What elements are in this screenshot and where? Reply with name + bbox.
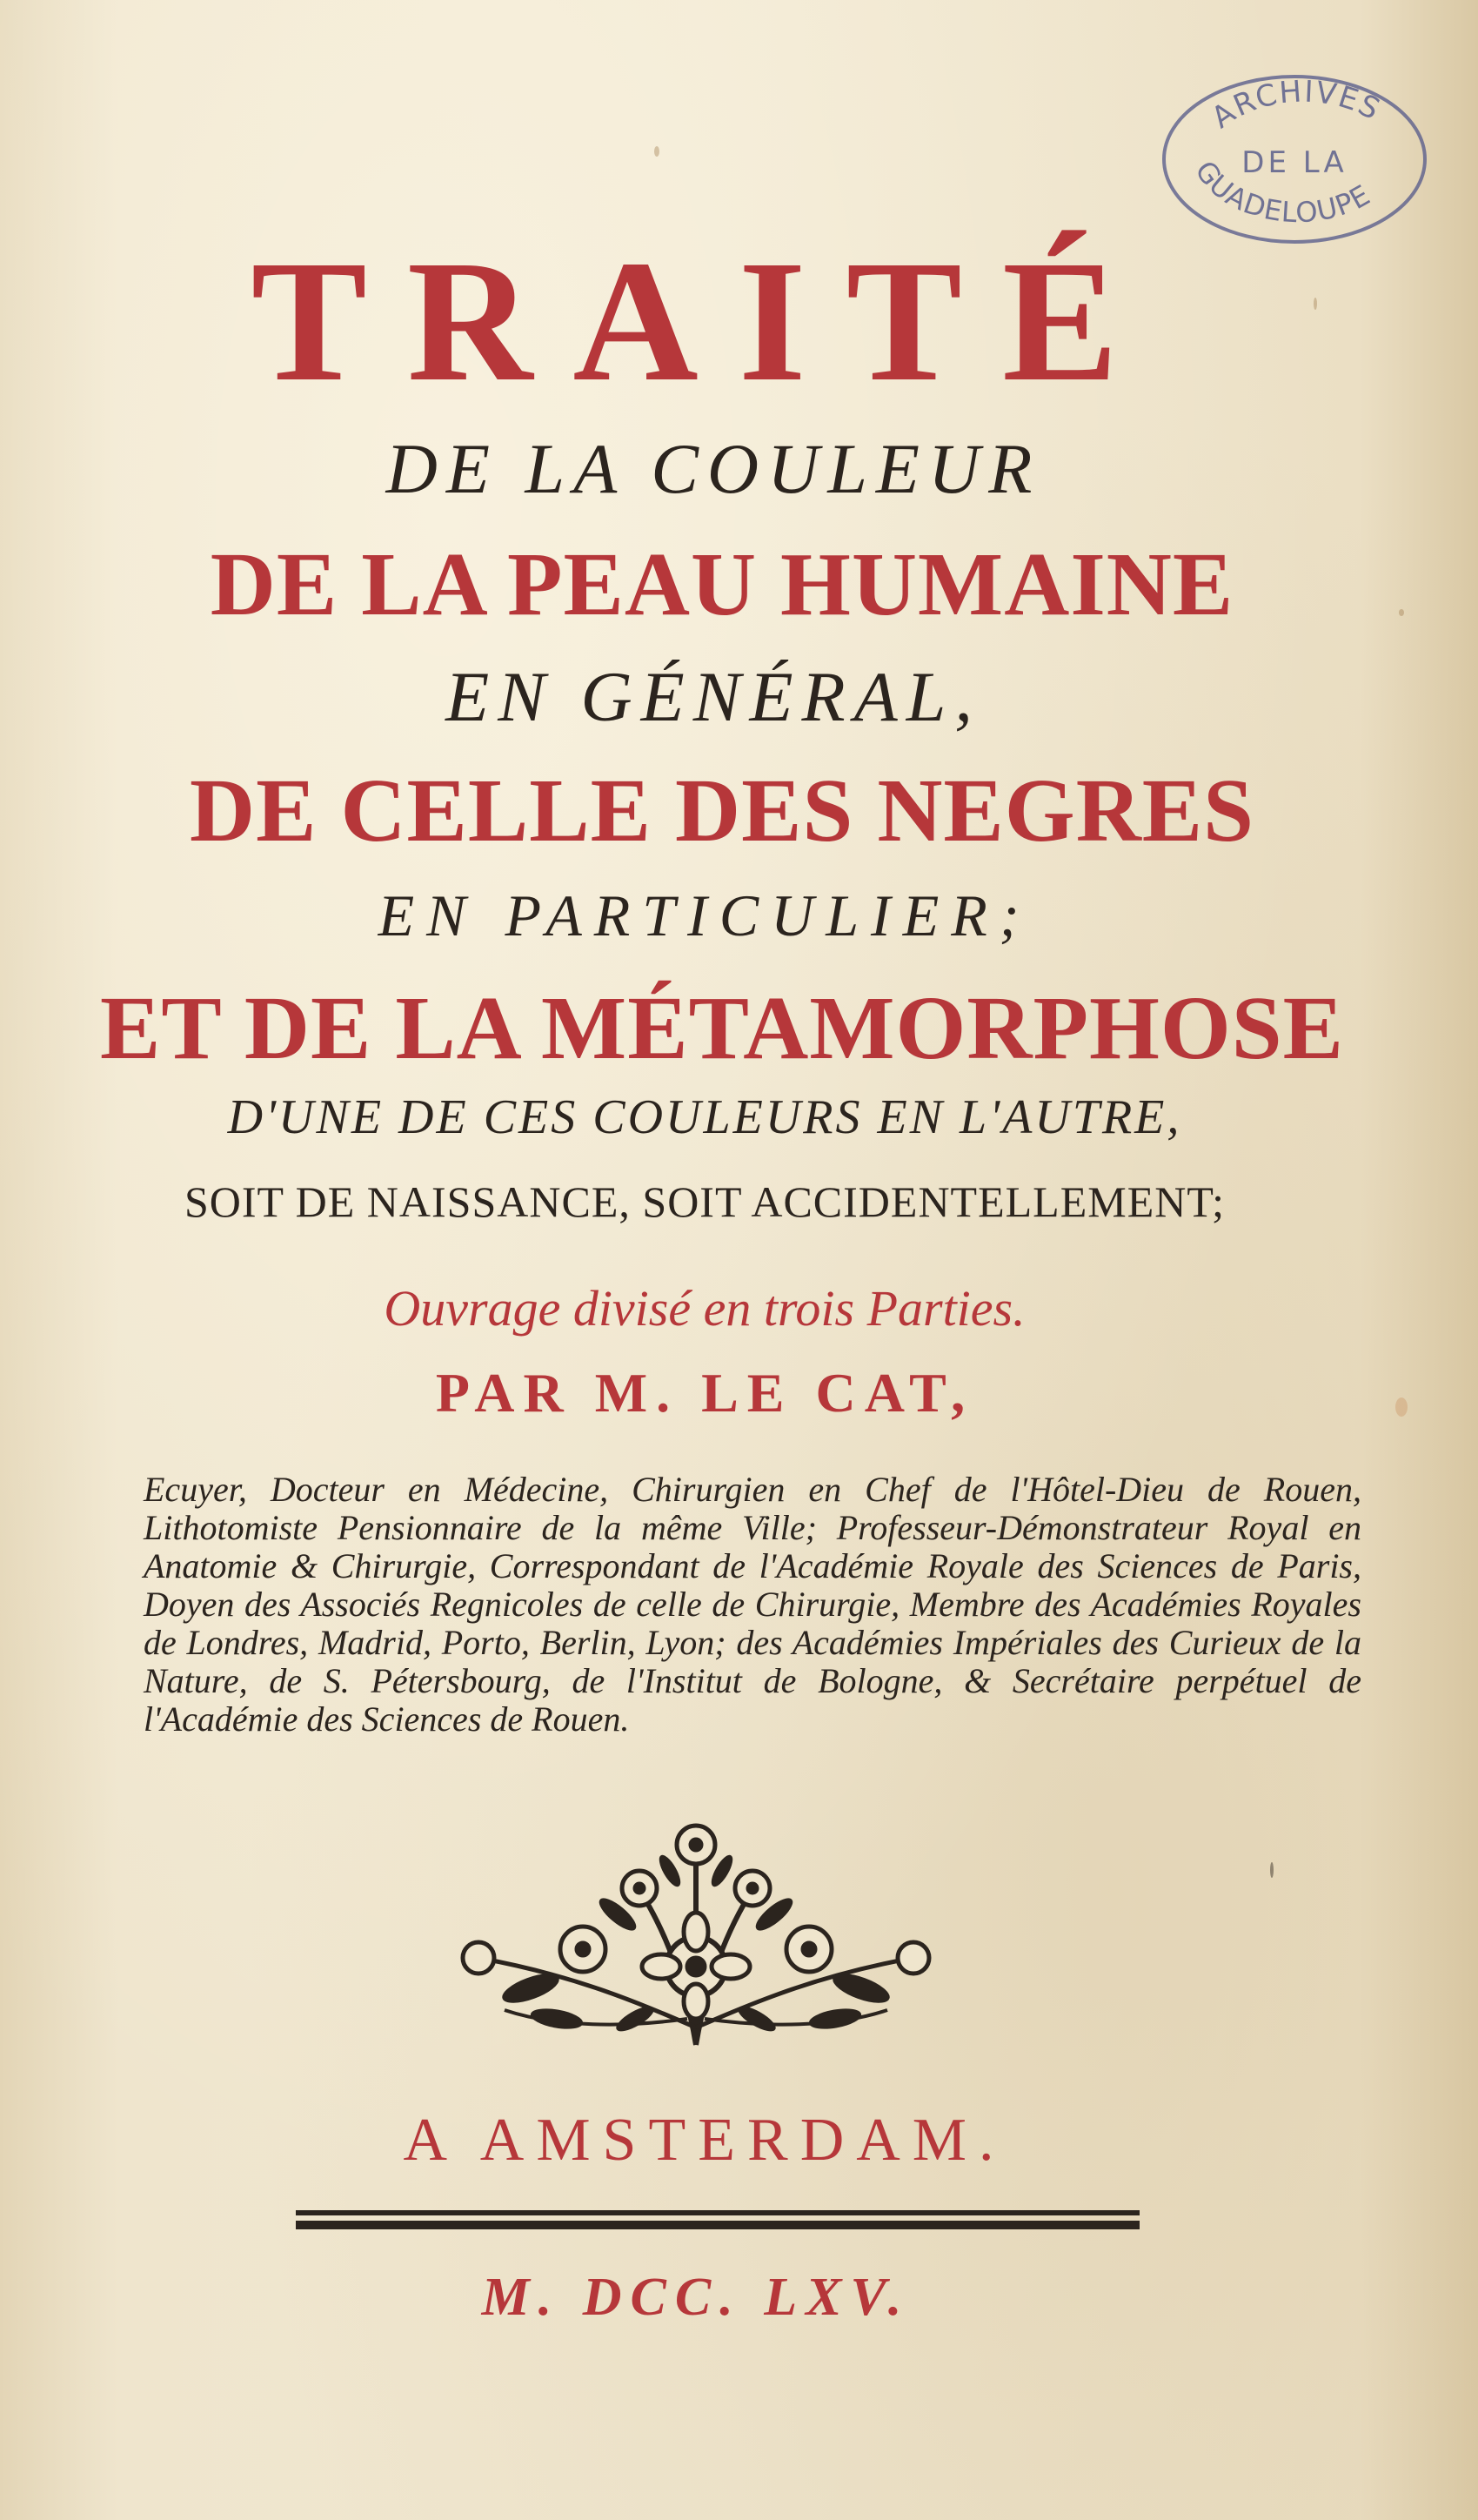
archive-stamp bbox=[1147, 42, 1434, 251]
paper-spot bbox=[1395, 1397, 1408, 1417]
double-rule-divider bbox=[296, 2208, 1140, 2233]
stamp-text-top: ARCHIVES bbox=[1205, 74, 1388, 136]
subtitle-line-7: D'UNE DE CES COULEURS EN L'AUTRE, bbox=[227, 1090, 1182, 1144]
subtitle-line-1: DE LA COULEUR bbox=[385, 429, 1041, 508]
subtitle-line-5: EN PARTICULIER; bbox=[378, 882, 1032, 948]
stamp-text-bottom: GUADELOUPE bbox=[1188, 154, 1376, 230]
imprint-place: A AMSTERDAM. bbox=[403, 2107, 1007, 2174]
book-title: TRAITÉ bbox=[251, 225, 1159, 418]
imprint-date: M. DCC. LXV. bbox=[481, 2268, 911, 2327]
author-line: PAR M. LE CAT, bbox=[435, 1362, 974, 1424]
author-credentials: Ecuyer, Docteur en Médecine, Chirurgien en Chef de l'Hôtel-Dieu de Rouen, Lithotomiste Pensionnaire de la même Ville; Professeur-Démonstrateur Royal en Anatomie & Chirurgie, Correspondant de l'Académie Royale des Sciences de Paris, Doyen des Associés Regnicoles de celle de Chirurgie, Membre des Académies Royales de Londres, Madrid, Porto, Berlin, Lyon; des Académies Impériales des Curieux de la Nature, de S. Pétersbourg, de l'Institut de Bologne, & Secrétaire perpétuel de l'Académie des Sciences de Rouen. bbox=[144, 1470, 1361, 1739]
subtitle-line-4: DE CELLE DES NEGRES bbox=[189, 761, 1255, 861]
subtitle-line-3: EN GÉNÉRAL, bbox=[445, 657, 981, 736]
subtitle-line-6: ET DE LA MÉTAMORPHOSE bbox=[99, 978, 1345, 1078]
floral-ornament-icon bbox=[426, 1801, 966, 2062]
subtitle-line-2: DE LA PEAU HUMAINE bbox=[210, 534, 1234, 634]
paper-spot bbox=[1270, 1862, 1274, 1878]
division-note: Ouvrage divisé en trois Parties. bbox=[384, 1280, 1026, 1337]
paper-spot bbox=[654, 146, 659, 157]
subtitle-line-8: SOIT DE NAISSANCE, SOIT ACCIDENTELLEMENT; bbox=[184, 1177, 1226, 1226]
stamp-text-middle: DE LA bbox=[1241, 145, 1348, 180]
svg-text:ARCHIVES bbox=[1206, 74, 1387, 135]
